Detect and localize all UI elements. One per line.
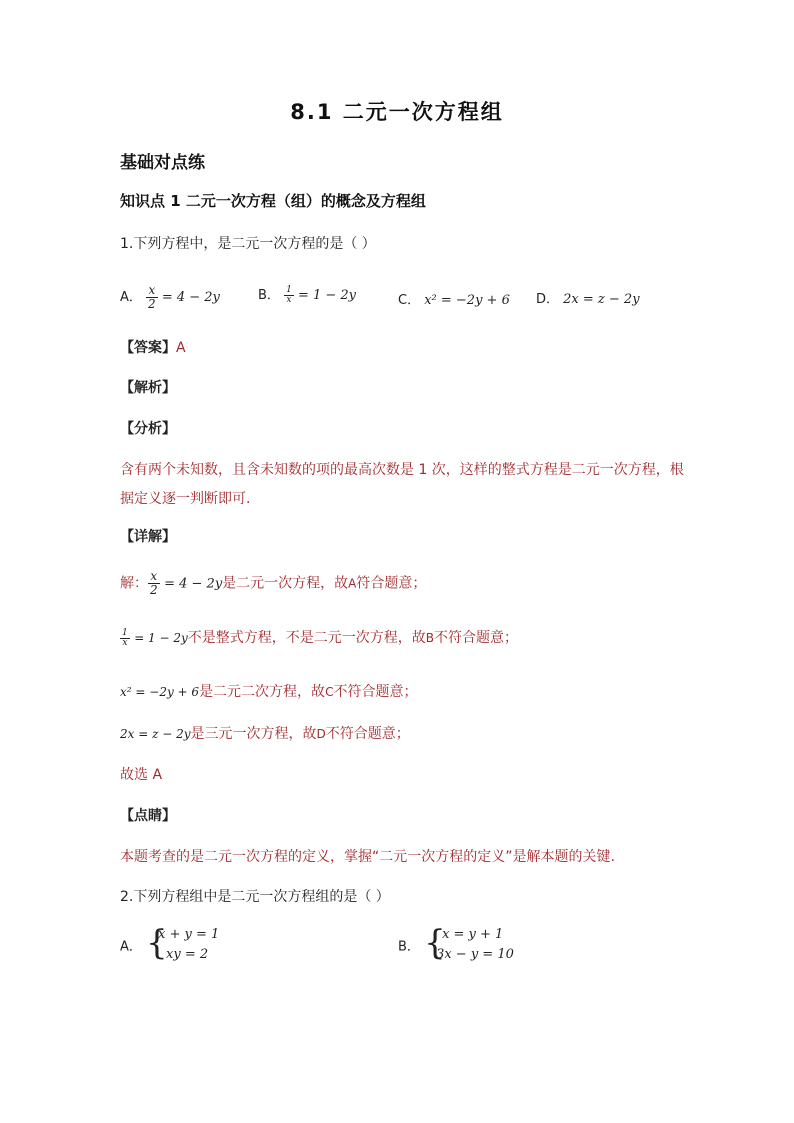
knowledge-point-heading: 知识点 1 二元一次方程（组）的概念及方程组 (120, 192, 426, 210)
detail-end: 符合题意； (356, 575, 427, 592)
answer-tag: 【答案】 (120, 340, 176, 356)
detail-text: 是三元一次方程，故 (190, 726, 317, 742)
equation-row-1: x = y + 1 (442, 927, 504, 942)
fenxi-line-2: 据定义逐一判断即可. (120, 491, 251, 507)
answer-value: A (176, 340, 186, 356)
q1-option-a (120, 284, 220, 311)
q1-option-d (536, 288, 640, 307)
equation-rest: = 1 − 2y (134, 631, 188, 645)
detail-line-b (120, 627, 518, 648)
detail-text: 是二元二次方程，故 (199, 684, 326, 700)
equation-rest: = 4 − 2y (161, 290, 220, 305)
equation-row-1: x + y = 1 (158, 927, 220, 942)
choose-answer: 故选 A (120, 767, 163, 783)
detail-tag: 【详解】 (120, 529, 176, 545)
dianjing-tag: 【点睛】 (120, 808, 176, 824)
brace-icon: { (146, 923, 168, 963)
page-title: 8.1 二元一次方程组 (290, 100, 504, 124)
detail-line-d (120, 723, 410, 743)
option-label: C． (398, 293, 421, 308)
detail-text: 不是整式方程，不是二元一次方程，故 (187, 630, 426, 646)
equation-system (424, 925, 514, 965)
detail-end: 不符合题意； (325, 726, 410, 742)
fraction: $\frac{x}{2}$ (148, 283, 156, 311)
fraction: $\frac{1}{x}$ (122, 627, 128, 648)
option-label: A． (120, 939, 142, 955)
fenxi-line-1: 含有两个未知数，且含未知数的项的最高次数是 1 次，这样的整式方程是二元一次方程，根 (120, 462, 684, 478)
detail-end: 不符合题意； (333, 684, 418, 700)
detail-line-c (120, 681, 417, 701)
option-label: B． (258, 288, 280, 303)
detail-text: 是二元一次方程，故 (222, 575, 349, 592)
fraction: $\frac{1}{x}$ (286, 285, 292, 305)
detail-letter: B (425, 631, 435, 645)
fenxi-tag: 【分析】 (120, 421, 176, 437)
q2-option-b (398, 925, 514, 965)
detail-letter: C (325, 685, 334, 699)
equation-rest: = 4 − 2y (164, 576, 223, 592)
brace-icon: { (424, 923, 446, 963)
equation: x² = −2y + 6 (120, 685, 200, 699)
q1-option-c (398, 289, 510, 308)
option-label: B． (398, 939, 420, 955)
q2-option-a (120, 925, 219, 965)
answer-line (120, 337, 186, 357)
fraction: $\frac{x}{2}$ (150, 569, 158, 597)
question-1-stem: 1.下列方程中，是二元一次方程的是（ ） (120, 236, 376, 252)
equation: x² = −2y + 6 (424, 293, 510, 308)
equation-row-2: xy = 2 (166, 947, 209, 962)
detail-letter: D (316, 727, 326, 741)
equation-rest: = 1 − 2y (297, 288, 357, 303)
section-heading: 基础对点练 (120, 153, 205, 173)
detail-prefix: 解： (120, 575, 148, 592)
equation: 2x = z − 2y (563, 292, 640, 307)
dianjing-text: 本题考查的是二元一次方程的定义，掌握“二元一次方程的定义”是解本题的关键. (120, 849, 615, 865)
detail-letter: A (348, 576, 357, 591)
equation-system (146, 925, 219, 965)
detail-end: 不符合题意； (434, 630, 519, 646)
q1-option-b (258, 284, 356, 305)
equation: 2x = z − 2y (120, 727, 191, 741)
question-2-stem: 2.下列方程组中是二元一次方程组的是（ ） (120, 889, 390, 905)
option-label: A． (120, 290, 142, 305)
equation-row-2: 3x − y = 10 (436, 947, 514, 962)
option-label: D． (536, 292, 560, 307)
detail-line-a (120, 570, 426, 597)
analysis-tag: 【解析】 (120, 380, 176, 396)
